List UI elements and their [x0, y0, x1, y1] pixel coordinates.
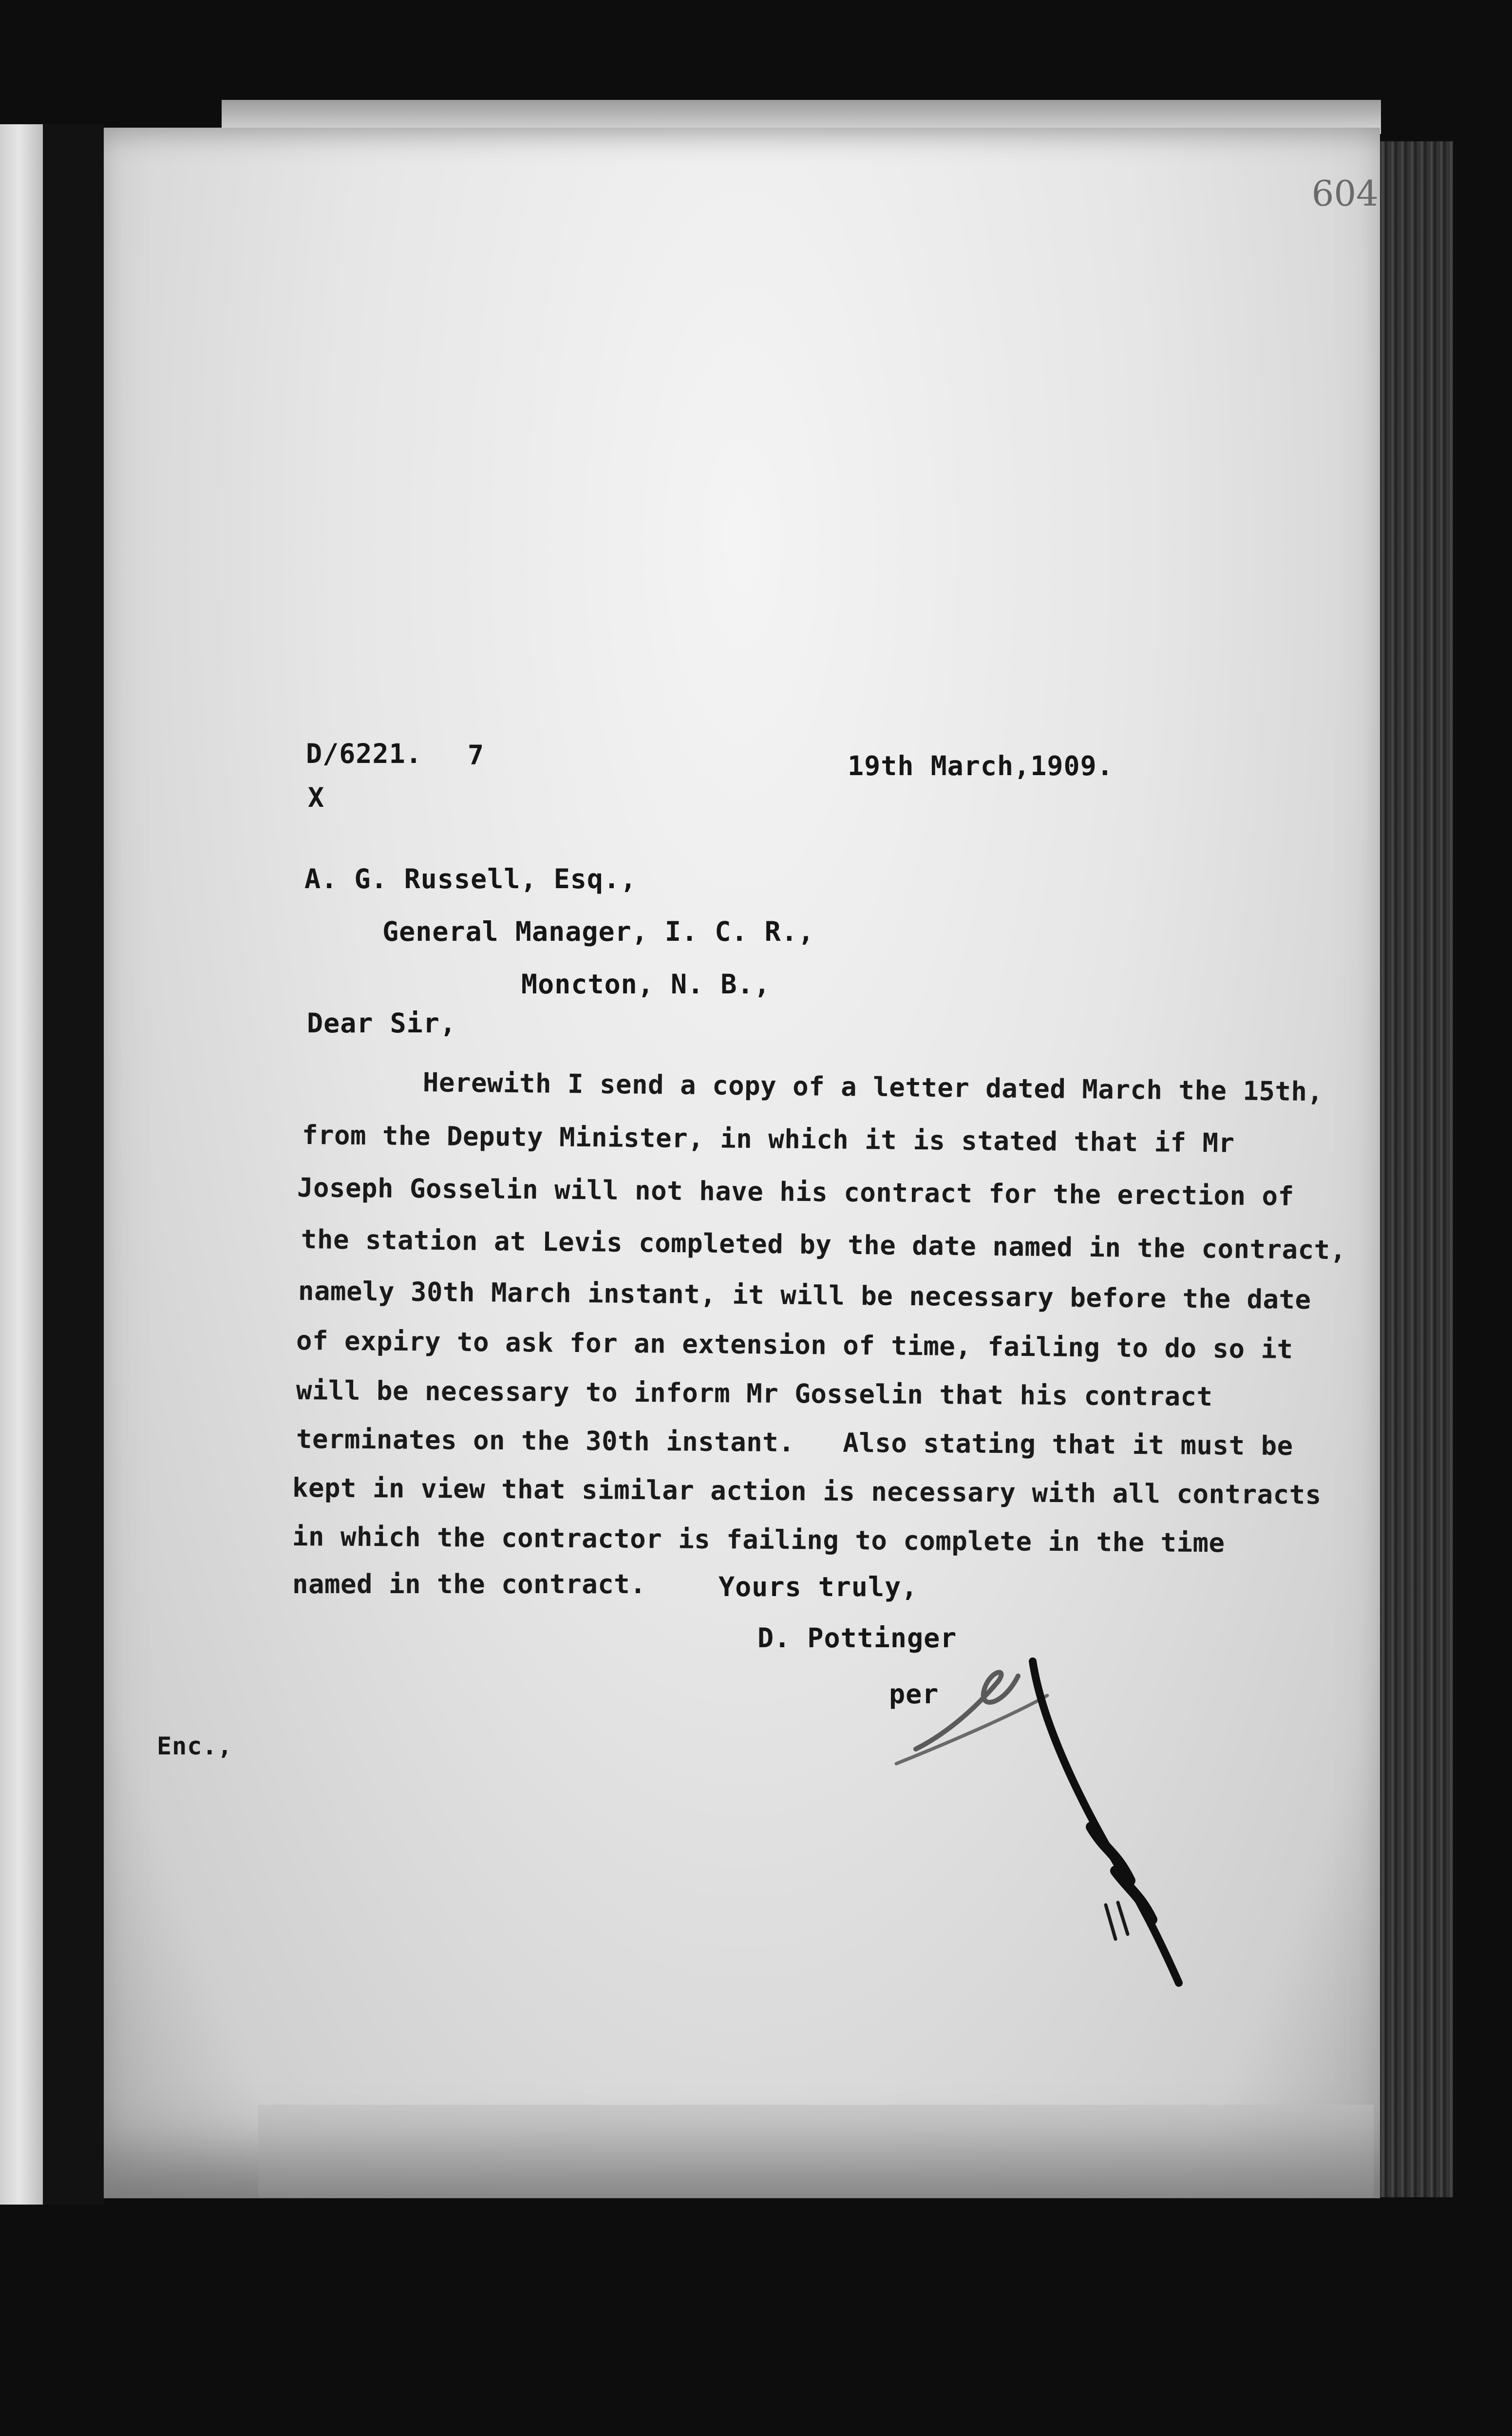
signer-name: D. Pottinger	[757, 1622, 957, 1654]
addressee-name: A. G. Russell, Esq.,	[304, 863, 637, 894]
book-binding	[1380, 141, 1453, 2197]
salutation: Dear Sir,	[307, 1008, 457, 1039]
letter-date: 19th March,1909.	[848, 750, 1114, 781]
lower-page-shadow	[258, 2105, 1374, 2197]
body-line: named in the contract.	[292, 1569, 646, 1599]
page-number: 604	[1311, 173, 1379, 214]
body-line: kept in view that similar action is necessary with all contracts	[292, 1472, 1322, 1510]
handwritten-signature	[887, 1598, 1228, 2036]
adjacent-page-edge	[0, 124, 43, 2205]
addressee-location: Moncton, N. B.,	[521, 969, 771, 1000]
body-line: from the Deputy Minister, in which it is stated that if Mr	[302, 1120, 1235, 1159]
body-line: in which the contractor is failing to complete in the time	[292, 1521, 1225, 1559]
page-gutter	[43, 124, 104, 2205]
letter-closing: Yours truly,	[718, 1571, 918, 1602]
body-line: namely 30th March instant, it will be necessary before the date	[298, 1275, 1311, 1315]
addressee-title: General Manager, I. C. R.,	[382, 916, 814, 947]
body-line: terminates on the 30th instant. Also stating that it must be	[296, 1424, 1293, 1462]
body-line: Herewith I send a copy of a letter dated March the 15th,	[422, 1067, 1323, 1107]
enclosure-note: Enc.,	[157, 1732, 233, 1760]
letter-reference-sub: X	[308, 782, 325, 813]
body-line: Joseph Gosselin will not have his contract for the erection of	[297, 1172, 1294, 1212]
body-line: will be necessary to inform Mr Gosselin that his contract	[296, 1375, 1213, 1412]
per-label: per	[889, 1678, 939, 1710]
letter-reference: D/6221.	[306, 738, 422, 769]
body-line: the station at Levis completed by the date named in the contract,	[301, 1224, 1346, 1266]
letter-reference-mark: 7	[468, 740, 485, 771]
body-line: of expiry to ask for an extension of time, failing to do so it	[296, 1325, 1293, 1365]
